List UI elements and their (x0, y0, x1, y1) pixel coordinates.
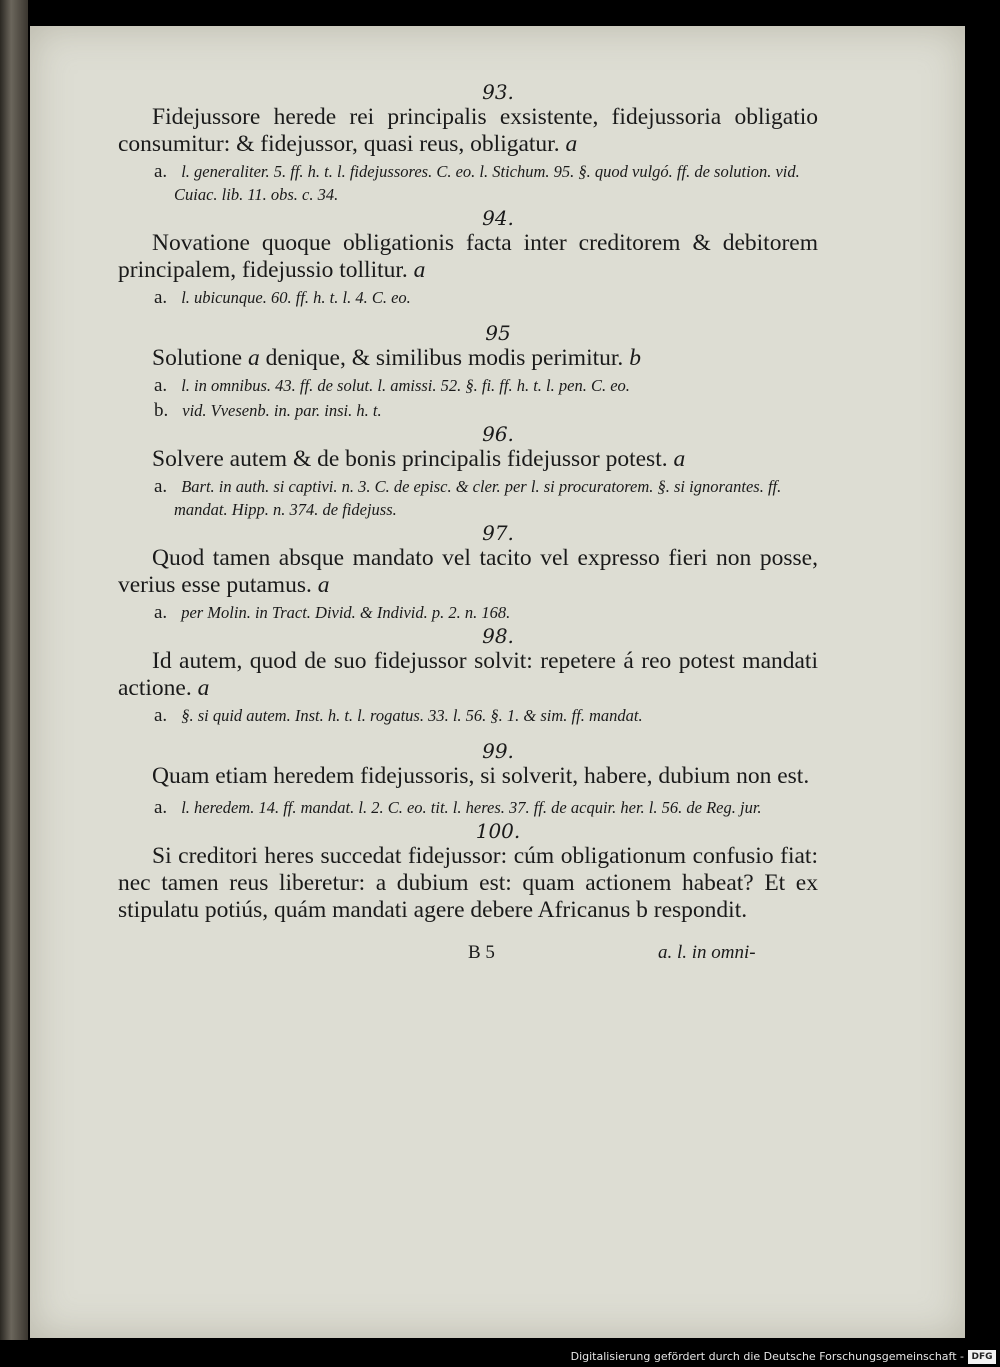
paragraph-97 (118, 545, 818, 599)
note-mark: a (673, 446, 686, 472)
footnote-text: l. generaliter. 5. ff. h. t. l. fidejussores. C. eo. l. Stichum. 95. §. quod vulgó. ff. de solution. vid. Cuiac. lib. 11. obs. c. 34. (174, 162, 800, 204)
paragraph-text: denique, & similibus modis perimitur. (265, 345, 624, 371)
paragraph-text: Si creditori heres succedat fidejussor: cúm obligationum confusio fiat: nec tamen reus liberetur: a dubium est: quam actionem habeat? Et ex stipulatu potiús, quám mandati agere debere Africanus b respondit. (118, 843, 818, 923)
section-number: 96. (482, 422, 514, 446)
paragraph-98 (118, 648, 818, 702)
paragraph-text: Quod tamen absque mandato vel tacito vel expresso fieri non posse, verius esse putamus. (118, 545, 818, 598)
section-number: 95 (485, 321, 511, 345)
footnote-letter: a. (154, 705, 168, 726)
note-mark: a (413, 257, 426, 283)
dfg-logo: DFG (968, 1350, 996, 1364)
paragraph-text: Quam etiam heredem fidejussoris, si solverit, habere, dubium non est. (152, 763, 810, 789)
footnote-letter: a. (154, 797, 168, 818)
paragraph-94 (118, 230, 818, 284)
page-number: 93. (482, 80, 514, 104)
footnote-text: per Molin. in Tract. Divid. & Individ. p. 2. n. 168. (181, 603, 511, 622)
footnote-letter: b. (154, 400, 169, 421)
signature-mark: B 5 (468, 942, 495, 963)
footnote (118, 796, 818, 819)
footnote-text: vid. Vvesenb. in. par. insi. h. t. (182, 401, 382, 420)
note-mark: a (565, 131, 578, 157)
paragraph-99 (118, 763, 818, 790)
footnote-text: l. ubicunque. 60. ff. h. t. l. 4. C. eo. (181, 288, 411, 307)
paragraph-96 (118, 446, 818, 473)
digitization-credit: Digitalisierung gefördert durch die Deutsche Forschungsgemeinschaft - (570, 1350, 964, 1363)
note-mark: a (317, 572, 330, 598)
footnote-letter: a. (154, 476, 168, 497)
paragraph-100 (118, 843, 818, 924)
footnote-letter: a. (154, 602, 168, 623)
section-number: 100. (475, 819, 521, 843)
section-number: 99. (482, 739, 514, 763)
paragraph-text: Solutione (152, 345, 243, 371)
footnote-text: Bart. in auth. si captivi. n. 3. C. de episc. & cler. per l. si procuratorem. §. si ignorantes. ff. mandat. Hipp. n. 374. de fidejuss. (174, 477, 782, 519)
catchword: a. l. in omni- (658, 942, 756, 963)
note-mark: a (247, 345, 260, 371)
paragraph-text: Fidejussore herede rei principalis exsistente, fidejussoria obligatio consumitur: & fidejussor, quasi reus, obligatur. (118, 104, 818, 157)
footnote (118, 475, 818, 521)
footnote (118, 160, 818, 206)
paragraph-93 (118, 104, 818, 158)
note-mark: b (629, 345, 641, 371)
footnote (118, 399, 818, 422)
section-number: 97. (482, 521, 514, 545)
paragraph-text: Id autem, quod de suo fidejussor solvit: repetere á reo potest mandati actione. (118, 648, 818, 701)
note-mark: a (197, 675, 210, 701)
footnote (118, 286, 818, 309)
footnote-letter: a. (154, 161, 168, 182)
footnote-text: §. si quid autem. Inst. h. t. l. rogatus. 33. l. 56. §. 1. & sim. ff. mandat. (181, 706, 643, 725)
footnote-text: l. heredem. 14. ff. mandat. l. 2. C. eo. tit. l. heres. 37. ff. de acquir. her. l. 56. de Reg. jur. (181, 798, 762, 817)
page-content (118, 80, 818, 970)
section-number: 98. (482, 624, 514, 648)
footnote-letter: a. (154, 287, 168, 308)
footnote (118, 374, 818, 397)
paragraph-text: Novatione quoque obligationis facta inter creditorem & debitorem principalem, fidejussio tollitur. (118, 230, 818, 283)
paragraph-95 (118, 345, 818, 372)
book-spine (0, 0, 28, 1340)
footnote-text: l. in omnibus. 43. ff. de solut. l. amissi. 52. §. fi. ff. h. t. l. pen. C. eo. (181, 376, 630, 395)
book-page (30, 26, 965, 1338)
section-number: 94. (482, 206, 514, 230)
footnote (118, 601, 818, 624)
paragraph-text: Solvere autem & de bonis principalis fidejussor potest. (152, 446, 668, 472)
footnote (118, 704, 818, 727)
page-footer (118, 942, 818, 970)
footnote-letter: a. (154, 375, 168, 396)
